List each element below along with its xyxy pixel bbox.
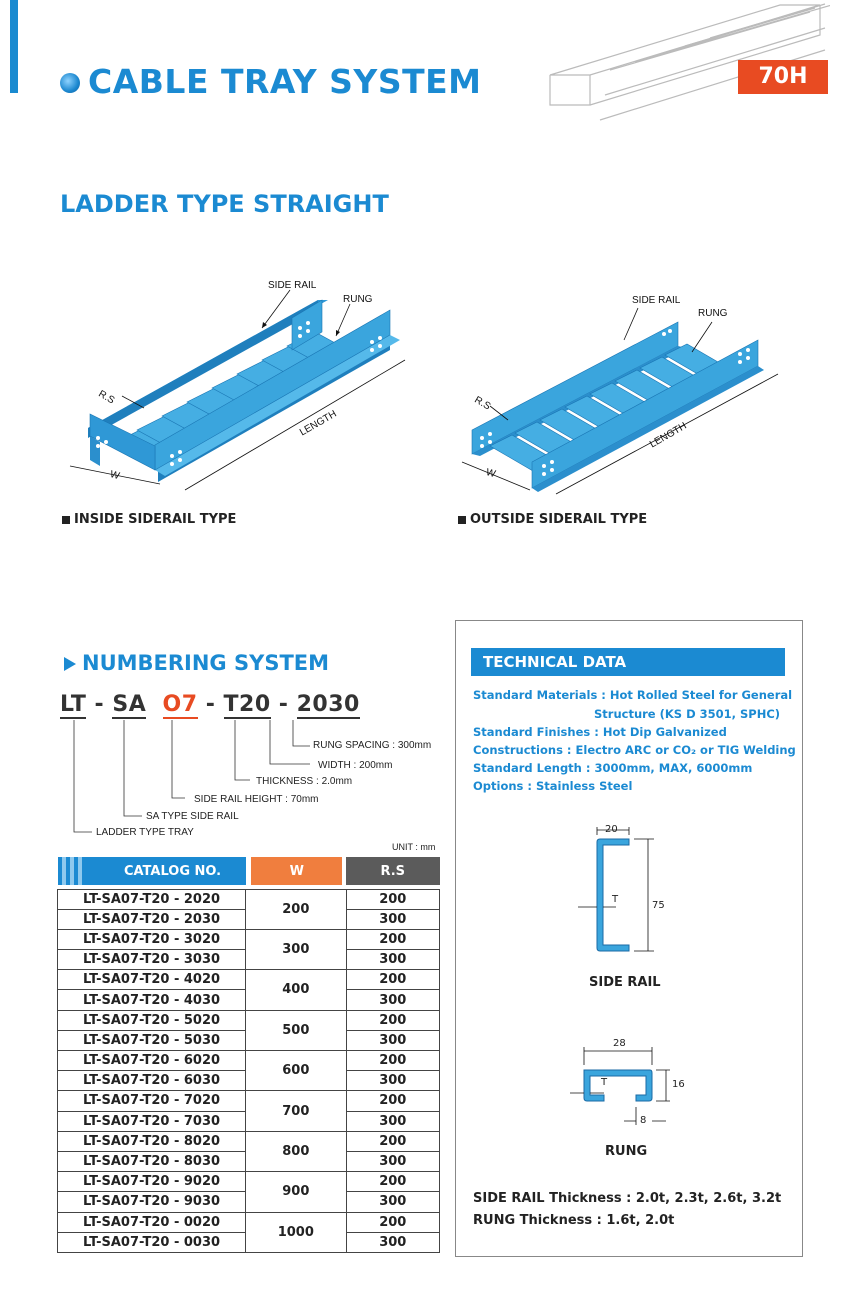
width-cell: 400	[246, 970, 346, 1010]
tech-line-length: Standard Length : 3000mm, MAX, 6000mm	[473, 761, 753, 775]
header-w: W	[251, 857, 342, 885]
play-arrow-icon	[62, 656, 78, 672]
header-catalog	[58, 857, 246, 885]
side-rail-thickness: SIDE RAIL Thickness : 2.0t, 2.3t, 2.6t, 3.2t	[473, 1191, 782, 1206]
table-row	[58, 1051, 440, 1071]
outside-rs-label: R.S	[472, 394, 493, 413]
code-part-t20: T20	[223, 692, 271, 717]
table-row	[58, 929, 440, 949]
rs-cell: 200	[346, 1051, 439, 1071]
page-title: CABLE TRAY SYSTEM	[88, 62, 482, 101]
rs-cell: 200	[346, 1172, 439, 1192]
catalog-cell: LT-SA07-T20 - 3020	[58, 929, 246, 949]
catalog-cell: LT-SA07-T20 - 9020	[58, 1172, 246, 1192]
inside-rs-label: R.S	[96, 388, 117, 407]
rs-cell: 300	[346, 1030, 439, 1050]
outside-w-label: W	[484, 466, 497, 481]
rs-cell: 300	[346, 909, 439, 929]
side-rail-dim-top: 20	[605, 824, 618, 835]
rs-cell: 300	[346, 1071, 439, 1091]
note-ladder: LADDER TYPE TRAY	[96, 827, 194, 838]
accent-bar	[10, 0, 18, 93]
width-cell: 600	[246, 1051, 346, 1091]
tech-line-constructions: Constructions : Electro ARC or CO₂ or TIG Welding	[473, 743, 796, 757]
outside-rung-label: RUNG	[698, 308, 728, 319]
table-row	[58, 1091, 440, 1111]
model-badge: 70H	[738, 60, 828, 94]
side-rail-label: SIDE RAIL	[589, 975, 661, 990]
width-cell: 1000	[246, 1212, 346, 1252]
catalog-cell: LT-SA07-T20 - 4030	[58, 990, 246, 1010]
code-sep: -	[197, 692, 224, 717]
code-part-sa: SA	[112, 692, 147, 717]
tech-line-materials-cont: Structure (KS D 3501, SPHC)	[594, 707, 781, 721]
header-stripe	[70, 857, 74, 885]
outside-siderail-caption-text: OUTSIDE SIDERAIL TYPE	[470, 512, 648, 527]
code-sep: -	[86, 692, 113, 717]
catalog-cell: LT-SA07-T20 - 0030	[58, 1232, 246, 1252]
note-thickness: THICKNESS : 2.0mm	[256, 776, 353, 787]
width-cell: 900	[246, 1172, 346, 1212]
rs-cell: 200	[346, 1212, 439, 1232]
catalog-cell: LT-SA07-T20 - 7020	[58, 1091, 246, 1111]
catalog-cell: LT-SA07-T20 - 2020	[58, 889, 246, 909]
note-width: WIDTH : 200mm	[318, 760, 393, 771]
rs-cell: 200	[346, 1091, 439, 1111]
rung-dim-top: 28	[613, 1038, 626, 1049]
catalog-cell: LT-SA07-T20 - 5030	[58, 1030, 246, 1050]
unit-label: UNIT : mm	[392, 842, 436, 852]
inside-w-label: W	[108, 468, 121, 483]
table-row	[58, 1172, 440, 1192]
rung-t-label: T	[601, 1077, 608, 1088]
rs-cell: 300	[346, 1151, 439, 1171]
rs-cell: 200	[346, 1131, 439, 1151]
rs-cell: 300	[346, 950, 439, 970]
side-rail-t-label: T	[612, 894, 619, 905]
inside-side-rail-label: SIDE RAIL	[268, 280, 317, 291]
header-catalog-text: CATALOG NO.	[123, 863, 222, 879]
numbering-code	[60, 692, 360, 717]
rung-dim-height: 16	[672, 1079, 685, 1090]
table-row	[58, 889, 440, 909]
code-part-2030: 2030	[296, 692, 360, 717]
outside-siderail-caption	[458, 512, 647, 527]
catalog-cell: LT-SA07-T20 - 4020	[58, 970, 246, 990]
outside-side-rail-label: SIDE RAIL	[632, 295, 681, 306]
inside-rung-label: RUNG	[343, 294, 373, 305]
bullet-icon	[60, 73, 80, 93]
catalog-cell: LT-SA07-T20 - 8020	[58, 1131, 246, 1151]
rung-thickness: RUNG Thickness : 1.6t, 2.0t	[473, 1213, 675, 1228]
rung-dim-bottom: 8	[640, 1115, 647, 1126]
rs-cell: 300	[346, 1232, 439, 1252]
square-bullet-icon	[458, 516, 466, 524]
inside-length-label: LENGTH	[297, 408, 339, 439]
rung-label: RUNG	[605, 1144, 648, 1159]
catalog-table	[57, 857, 440, 1253]
catalog-cell: LT-SA07-T20 - 7030	[58, 1111, 246, 1131]
rs-cell: 300	[346, 990, 439, 1010]
rs-cell: 300	[346, 1192, 439, 1212]
side-rail-dim-height: 75	[652, 900, 665, 911]
rs-cell: 200	[346, 929, 439, 949]
code-sep: -	[270, 692, 297, 717]
catalog-cell: LT-SA07-T20 - 0020	[58, 1212, 246, 1232]
catalog-cell: LT-SA07-T20 - 9030	[58, 1192, 246, 1212]
width-cell: 800	[246, 1131, 346, 1171]
inside-siderail-caption-text: INSIDE SIDERAIL TYPE	[74, 512, 237, 527]
width-cell: 300	[246, 929, 346, 969]
outside-length-label: LENGTH	[647, 420, 689, 451]
section-subtitle: LADDER TYPE STRAIGHT	[60, 190, 389, 218]
table-header-row	[58, 857, 440, 885]
technical-data-title: TECHNICAL DATA	[471, 648, 785, 676]
header-stripe	[62, 857, 66, 885]
catalog-body	[58, 889, 440, 1252]
table-row	[58, 1010, 440, 1030]
catalog-cell: LT-SA07-T20 - 5020	[58, 1010, 246, 1030]
rs-cell: 300	[346, 1111, 439, 1131]
width-cell: 700	[246, 1091, 346, 1131]
tech-line-finishes: Standard Finishes : Hot Dip Galvanized	[473, 725, 727, 739]
width-cell: 500	[246, 1010, 346, 1050]
rs-cell: 200	[346, 1010, 439, 1030]
numbering-title: NUMBERING SYSTEM	[82, 651, 330, 675]
inside-siderail-caption	[62, 512, 236, 527]
tech-line-options: Options : Stainless Steel	[473, 779, 633, 793]
note-rung-spacing: RUNG SPACING : 300mm	[313, 740, 432, 751]
side-rail-section-icon	[570, 825, 690, 965]
note-sa-type: SA TYPE SIDE RAIL	[146, 811, 239, 822]
code-part-lt: LT	[60, 692, 87, 717]
table-row	[58, 1131, 440, 1151]
rs-cell: 200	[346, 970, 439, 990]
header-rs: R.S	[346, 857, 439, 885]
rs-cell: 200	[346, 889, 439, 909]
catalog-cell: LT-SA07-T20 - 6020	[58, 1051, 246, 1071]
header-stripe	[78, 857, 82, 885]
width-cell: 200	[246, 889, 346, 929]
catalog-cell: LT-SA07-T20 - 2030	[58, 909, 246, 929]
catalog-cell: LT-SA07-T20 - 6030	[58, 1071, 246, 1091]
note-side-rail-height: SIDE RAIL HEIGHT : 70mm	[194, 794, 319, 805]
outside-siderail-diagram	[460, 290, 800, 500]
code-part-o7: O7	[162, 692, 198, 717]
square-bullet-icon	[62, 516, 70, 524]
table-row	[58, 1212, 440, 1232]
catalog-cell: LT-SA07-T20 - 3030	[58, 950, 246, 970]
table-row	[58, 970, 440, 990]
inside-siderail-diagram	[60, 270, 440, 500]
catalog-cell: LT-SA07-T20 - 8030	[58, 1151, 246, 1171]
tech-line-materials: Standard Materials : Hot Rolled Steel for General	[473, 688, 793, 702]
